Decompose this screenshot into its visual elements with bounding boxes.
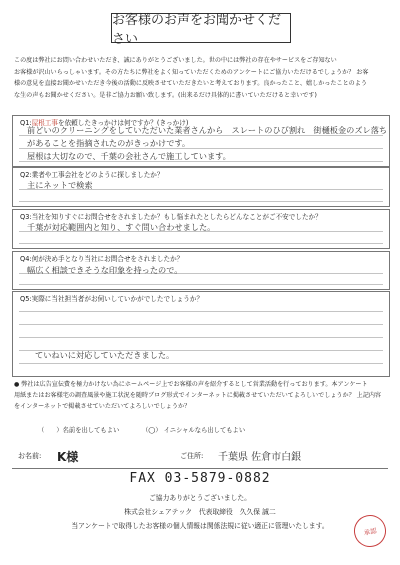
intro-line: お客様が沢山いらっしゃいます。その方たちに弊社をよく知っていただくためのアンケートにご協力いただけるでしょうか？ お客 (14, 68, 369, 76)
question-1-box (12, 115, 390, 167)
question-2-text: 業者や工事会社をどのように探しましたか？ (31, 171, 164, 179)
option-full-name[interactable] (38, 425, 119, 434)
consent-note (14, 379, 386, 412)
question-1-text: を依頼したきっかけは何ですか？(きっかけ) (57, 119, 189, 127)
address-value: 千葉県 佐倉市白銀 (218, 452, 302, 463)
privacy-line: 当アンケートで取得したお客様の個人情報は関係法規に従い適正に管理いたします。 (71, 522, 329, 530)
question-4-box (12, 251, 390, 290)
consent-note-line: ● 弊社は広告宣伝費を極力かけない為にホームページ上でお客様の声を紹介するとして営業活動を行っております。本アンケート (14, 381, 368, 388)
question-3-prefix: Q3: (20, 213, 32, 221)
address-label: ご住所: (180, 452, 204, 460)
intro-text (14, 55, 386, 101)
answer-3: 千葉が対応範囲内と知り、すぐ問い合わせました。 (27, 222, 216, 232)
answer-4: 幅広く相談できそうな印象を持ったので。 (27, 265, 183, 275)
consent-note-line: をインターネットで掲載させていただいてよろしいでしょうか？ (14, 403, 191, 410)
question-4-label (20, 253, 183, 263)
option-initials-mark: （◯） (142, 427, 162, 434)
question-5-text: 実際に当社担当者がお伺いしていかがでしたでしょうか？ (31, 295, 204, 303)
question-4-text: 何が決め手となり当社にお問合せをされましたか？ (31, 255, 184, 263)
company-line: 株式会社シェアテック 代表取締役 久久保 誠二 (124, 508, 276, 516)
question-1-highlight: 屋根工事 (31, 119, 58, 127)
intro-line: 様の意見を直接お聞かせいただき今後の活動に反映させていただきたいと考えております。良かったこと、嬉しかったことのよう (14, 80, 367, 87)
fax-number: FAX 03-5879-0882 (129, 471, 271, 486)
answer-1-line: があることを指摘されたのがきっかけです。 (27, 138, 191, 148)
name-value: K様 (57, 450, 79, 464)
question-5-label (20, 293, 203, 303)
survey-title: お客様のお声をお聞かせください (111, 13, 291, 43)
question-4-prefix: Q4: (20, 255, 32, 263)
question-2-prefix: Q2: (20, 171, 32, 179)
question-3-label (20, 211, 322, 221)
name-label: お名前: (18, 452, 42, 460)
intro-line: この度は弊社にお問い合わせいただき、誠にありがとうございました。世の中には弊社の存在やサービスをご存知ない (14, 57, 337, 64)
option-full-name-label: ）名前を出してもよい (56, 427, 120, 434)
approval-stamp: 承認 (351, 512, 389, 550)
answer-1-line: 屋根は大切なので、千葉の会社さんで施工しています。 (27, 151, 231, 161)
question-5-box (12, 291, 390, 377)
question-3-box (12, 209, 390, 249)
option-full-name-mark: （ (38, 427, 45, 434)
question-3-text: 当社を知りすぐにお問合せをされましたか？もし悩まれたとしたらどんなことがご不安でしたか？ (31, 213, 322, 221)
intro-line: な生の声もお聞かせください。是非ご協力お願い致します。(出来るだけ具体的に書いていただけると幸いです) (14, 91, 317, 99)
option-initials-label: イニシャルなら出してもよい (163, 427, 246, 434)
answer-1-line: 前どいのクリーニングをしていただいた業者さんから スレートのひび割れ 街樋板金のズレ落ち (27, 125, 388, 135)
answer-5: ていねいに対応していただきました。 (35, 350, 175, 360)
question-2-box (12, 167, 390, 207)
question-2-label (20, 169, 163, 179)
name-address-row (12, 444, 388, 469)
thanks-line: ご協力ありがとうございました。 (149, 494, 251, 502)
answer-2: 主にネットで検索 (27, 180, 93, 190)
question-5-prefix: Q5: (20, 295, 32, 303)
question-1-prefix: Q1: (20, 119, 32, 127)
consent-note-line: 用紙またはお客様宅の調査風景や施工状況を随時ブログ形式でインターネットに掲載させていただいてよろしいでしょうか？ 上記内容 (14, 392, 382, 399)
option-initials[interactable] (142, 425, 245, 434)
